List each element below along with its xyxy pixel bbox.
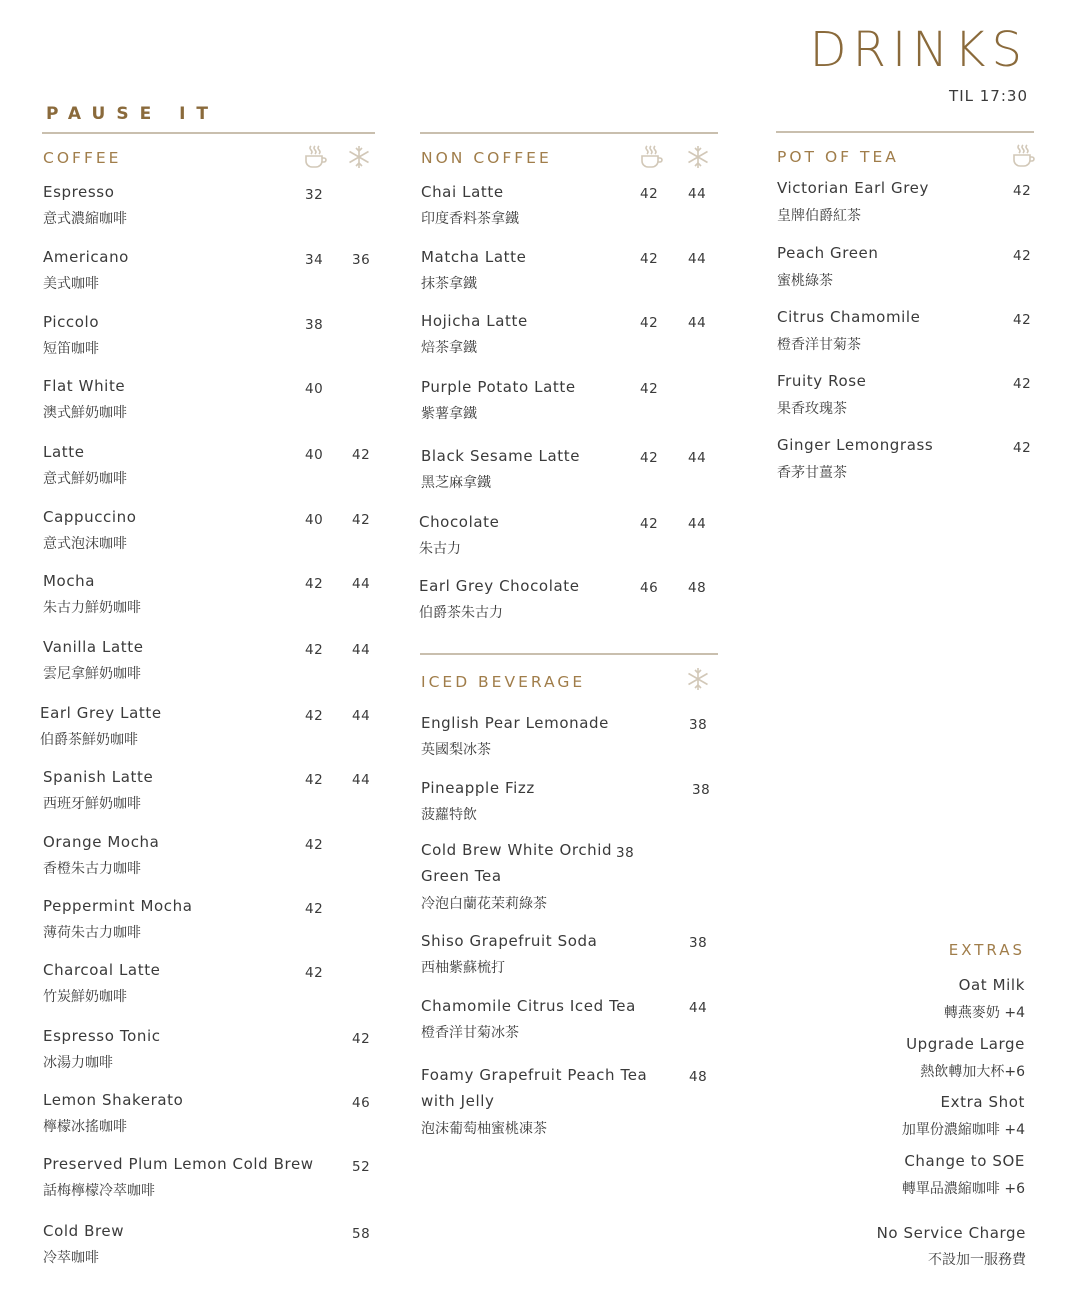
- menu-item-name-cn: 意式濃縮咖啡: [43, 211, 127, 227]
- menu-item-name: Pineapple Fizz: [421, 779, 535, 797]
- non-coffee-section-title: NON COFFEE: [421, 149, 552, 167]
- menu-item-name-cn: 冷萃咖啡: [43, 1250, 99, 1266]
- menu-item-name-cn: 黑芝麻拿鐵: [421, 475, 491, 491]
- menu-item-name-cn: 香橙朱古力咖啡: [43, 861, 141, 877]
- menu-item-name-cn: 伯爵茶鮮奶咖啡: [40, 732, 138, 748]
- hot-price: 34: [305, 252, 324, 268]
- menu-item-name-cn: 朱古力鮮奶咖啡: [43, 600, 141, 616]
- extra-item-name: Extra Shot: [940, 1093, 1025, 1111]
- non-coffee-divider: [420, 132, 718, 134]
- menu-item-name-cn: 澳式鮮奶咖啡: [43, 405, 127, 421]
- menu-item-name-cn: 菠蘿特飲: [421, 807, 477, 823]
- extra-item-name: Oat Milk: [958, 976, 1025, 994]
- menu-item-name-cn: 抹茶拿鐵: [421, 276, 477, 292]
- menu-item-name: Citrus Chamomile: [777, 308, 921, 326]
- iced-price: 48: [688, 580, 707, 596]
- iced-price: 44: [688, 186, 707, 202]
- menu-item-name-cn: 朱古力: [419, 541, 461, 557]
- menu-item-name: Fruity Rose: [777, 372, 867, 390]
- menu-item-name: Peach Green: [777, 244, 879, 262]
- menu-item-name: Cappuccino: [43, 508, 137, 526]
- price: 42: [1013, 248, 1032, 264]
- hot-price: 40: [305, 447, 324, 463]
- menu-item-name: Black Sesame Latte: [421, 447, 581, 465]
- menu-item-name-cn: 薄荷朱古力咖啡: [43, 925, 141, 941]
- menu-item-name: Latte: [43, 443, 85, 461]
- menu-item-name-cn: 果香玫瑰茶: [777, 401, 847, 417]
- menu-item-name: Peppermint Mocha: [43, 897, 193, 915]
- hot-price: 42: [640, 251, 659, 267]
- menu-item-name: Purple Potato Latte: [421, 378, 576, 396]
- iced-price: 46: [352, 1095, 371, 1111]
- menu-item-name-cn: 蜜桃綠茶: [777, 273, 833, 289]
- pot-of-tea-section-title: POT OF TEA: [777, 148, 899, 166]
- price: 38: [692, 782, 711, 798]
- hot-price: 38: [305, 317, 324, 333]
- menu-item-name-cn: 短笛咖啡: [43, 341, 99, 357]
- menu-item-name-cn: 橙香洋甘菊冰茶: [421, 1025, 519, 1041]
- menu-item-name: Hojicha Latte: [421, 312, 528, 330]
- menu-item-name: Shiso Grapefruit Soda: [421, 932, 598, 950]
- snowflake-icon: [685, 144, 711, 174]
- hot-price: 42: [305, 901, 324, 917]
- hot-price: 46: [640, 580, 659, 596]
- menu-item-name: Orange Mocha: [43, 833, 160, 851]
- extra-item-name-cn: 轉單品濃縮咖啡 +6: [901, 1181, 1025, 1197]
- menu-item-name: Mocha: [43, 572, 96, 590]
- menu-item-name: Espresso Tonic: [43, 1027, 161, 1045]
- iced-price: 44: [352, 576, 371, 592]
- hot-price: 42: [640, 516, 659, 532]
- menu-item-name: Foamy Grapefruit Peach Tea: [421, 1066, 648, 1084]
- coffee-divider: [42, 132, 375, 134]
- menu-item-name-cn: 冷泡白蘭花茉莉綠茶: [421, 896, 547, 912]
- extra-item-name: Change to SOE: [904, 1152, 1025, 1170]
- menu-item-name: Cold Brew White Orchid: [421, 841, 613, 859]
- menu-item-name: Matcha Latte: [421, 248, 527, 266]
- menu-item-name: Chai Latte: [421, 183, 504, 201]
- menu-item-name: Piccolo: [43, 313, 100, 331]
- hot-cup-icon: [1010, 143, 1036, 173]
- iced-price: 36: [352, 252, 371, 268]
- menu-item-name: Espresso: [43, 183, 115, 201]
- hot-cup-icon: [302, 144, 328, 174]
- menu-item-name-cn: 橙香洋甘菊茶: [777, 337, 861, 353]
- menu-item-name-cn: 美式咖啡: [43, 276, 99, 292]
- pot-of-tea-divider: [776, 131, 1034, 133]
- hot-price: 40: [305, 381, 324, 397]
- menu-item-name: Ginger Lemongrass: [777, 436, 934, 454]
- service-charge-note: No Service Charge: [876, 1224, 1026, 1242]
- iced-price: 44: [688, 516, 707, 532]
- iced-price: 42: [352, 1031, 371, 1047]
- hot-price: 42: [640, 186, 659, 202]
- menu-item-name-cn: 香茅甘薑茶: [777, 465, 847, 481]
- menu-item-name-cn: 意式鮮奶咖啡: [43, 471, 127, 487]
- hot-price: 42: [640, 381, 659, 397]
- menu-item-name-cn: 檸檬冰搖咖啡: [43, 1119, 127, 1135]
- service-charge-note-cn: 不設加一服務費: [928, 1252, 1026, 1268]
- page-title: DRINKS: [809, 22, 1028, 78]
- iced-price: 44: [688, 450, 707, 466]
- menu-item-name-cn: 皇牌伯爵紅茶: [777, 208, 861, 224]
- menu-item-name-cn: 伯爵茶朱古力: [419, 605, 503, 621]
- price: 42: [1013, 376, 1032, 392]
- hot-price: 42: [640, 315, 659, 331]
- menu-item-name: Lemon Shakerato: [43, 1091, 184, 1109]
- coffee-section-title: COFFEE: [43, 149, 122, 167]
- menu-item-name: Chamomile Citrus Iced Tea: [421, 997, 636, 1015]
- menu-item-name-line2: with Jelly: [421, 1092, 495, 1110]
- menu-item-name: Cold Brew: [43, 1222, 125, 1240]
- menu-item-name-cn: 泡沫葡萄柚蜜桃凍茶: [421, 1121, 547, 1137]
- hot-price: 42: [640, 450, 659, 466]
- menu-item-name-cn: 西班牙鮮奶咖啡: [43, 796, 141, 812]
- menu-item-name: Chocolate: [419, 513, 500, 531]
- price: 38: [689, 935, 708, 951]
- snowflake-icon: [346, 144, 372, 174]
- price: 38: [616, 845, 635, 861]
- price: 42: [1013, 183, 1032, 199]
- menu-item-name-cn: 意式泡沫咖啡: [43, 536, 127, 552]
- iced-beverage-divider: [420, 653, 718, 655]
- menu-item-name: Vanilla Latte: [43, 638, 144, 656]
- menu-item-name: Earl Grey Latte: [40, 704, 162, 722]
- menu-item-name: Earl Grey Chocolate: [419, 577, 580, 595]
- menu-item-name-cn: 話梅檸檬冷萃咖啡: [43, 1183, 155, 1199]
- extra-item-name-cn: 加單份濃縮咖啡 +4: [901, 1122, 1025, 1138]
- menu-item-name-cn: 紫薯拿鐵: [421, 406, 477, 422]
- menu-item-name-cn: 英國梨冰茶: [421, 742, 491, 758]
- hot-price: 42: [305, 965, 324, 981]
- menu-item-name: Victorian Earl Grey: [777, 179, 929, 197]
- menu-item-name: English Pear Lemonade: [421, 714, 609, 732]
- hot-price: 42: [305, 642, 324, 658]
- iced-price: 42: [352, 447, 371, 463]
- iced-price: 44: [688, 315, 707, 331]
- menu-item-name-line2: Green Tea: [421, 867, 502, 885]
- hot-price: 42: [305, 708, 324, 724]
- extra-item-name-cn: 熱飲轉加大杯+6: [920, 1064, 1025, 1080]
- price: 42: [1013, 312, 1032, 328]
- menu-item-name: Preserved Plum Lemon Cold Brew: [43, 1155, 314, 1173]
- iced-price: 52: [352, 1159, 371, 1175]
- brand-name: PAUSE IT: [46, 104, 220, 124]
- menu-item-name: Flat White: [43, 377, 126, 395]
- iced-price: 42: [352, 512, 371, 528]
- menu-item-name: Spanish Latte: [43, 768, 154, 786]
- iced-price: 44: [352, 772, 371, 788]
- menu-item-name-cn: 雲尼拿鮮奶咖啡: [43, 666, 141, 682]
- hot-price: 42: [305, 772, 324, 788]
- iced-beverage-section-title: ICED BEVERAGE: [421, 673, 586, 691]
- menu-item-name: Americano: [43, 248, 129, 266]
- hot-cup-icon: [638, 144, 664, 174]
- snowflake-icon: [685, 666, 711, 696]
- menu-item-name-cn: 印度香料茶拿鐵: [421, 211, 519, 227]
- extra-item-name-cn: 轉燕麥奶 +4: [943, 1005, 1025, 1021]
- menu-item-name-cn: 冰湯力咖啡: [43, 1055, 113, 1071]
- price: 38: [689, 717, 708, 733]
- iced-price: 44: [352, 708, 371, 724]
- menu-item-name-cn: 焙茶拿鐵: [421, 340, 477, 356]
- hot-price: 40: [305, 512, 324, 528]
- menu-item-name: Charcoal Latte: [43, 961, 161, 979]
- iced-price: 44: [352, 642, 371, 658]
- hot-price: 32: [305, 187, 324, 203]
- iced-price: 58: [352, 1226, 371, 1242]
- hot-price: 42: [305, 837, 324, 853]
- opening-hours: TIL 17:30: [949, 87, 1028, 105]
- price: 48: [689, 1069, 708, 1085]
- menu-item-name-cn: 西柚紫蘇梳打: [421, 960, 505, 976]
- menu-item-name-cn: 竹炭鮮奶咖啡: [43, 989, 127, 1005]
- extra-item-name: Upgrade Large: [906, 1035, 1025, 1053]
- hot-price: 42: [305, 576, 324, 592]
- price: 44: [689, 1000, 708, 1016]
- price: 42: [1013, 440, 1032, 456]
- extras-section-title: EXTRAS: [948, 941, 1025, 959]
- iced-price: 44: [688, 251, 707, 267]
